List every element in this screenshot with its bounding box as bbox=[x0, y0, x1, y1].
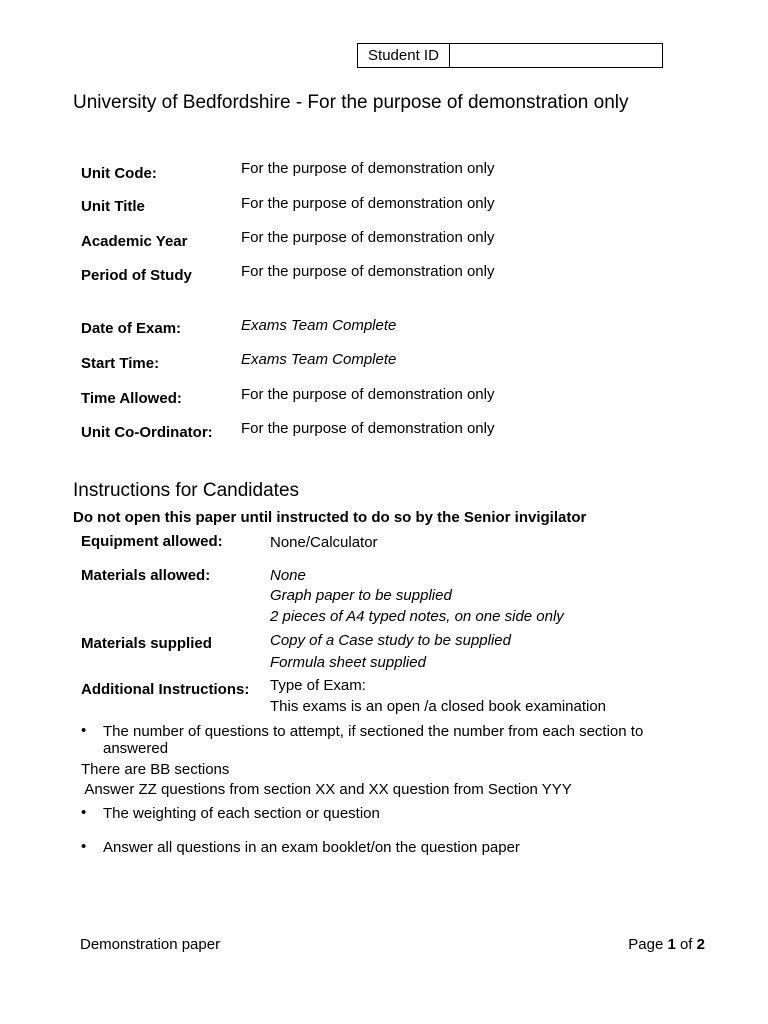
date-of-exam-value: Exams Team Complete bbox=[241, 317, 397, 334]
unit-code-value: For the purpose of demonstration only bbox=[241, 160, 495, 177]
start-time-label: Start Time: bbox=[81, 355, 160, 372]
materials-supplied-label: Materials supplied bbox=[81, 635, 212, 652]
equipment-label: Equipment allowed: bbox=[81, 533, 223, 550]
page-current: 1 bbox=[667, 936, 676, 953]
period-of-study-label: Period of Study bbox=[81, 267, 192, 284]
bullet-dot: • bbox=[81, 838, 87, 855]
of-word: of bbox=[675, 936, 697, 953]
page-number bbox=[628, 936, 705, 953]
bullet-text: The number of questions to attempt, if sectioned the number from each section to bbox=[103, 723, 644, 740]
student-id-box bbox=[357, 43, 663, 68]
materials-allowed-label: Materials allowed: bbox=[81, 567, 211, 584]
student-id-field[interactable] bbox=[450, 44, 662, 67]
footer-left: Demonstration paper bbox=[80, 936, 221, 953]
unit-coordinator-value: For the purpose of demonstration only bbox=[241, 420, 495, 437]
bullet-text: The weighting of each section or question bbox=[103, 805, 380, 822]
materials-allowed-line: Graph paper to be supplied bbox=[270, 587, 452, 604]
answer-line: Answer ZZ questions from section XX and XX question from Section YYY bbox=[81, 781, 572, 798]
bullet-dot: • bbox=[81, 804, 87, 821]
materials-supplied-line: Copy of a Case study to be supplied bbox=[270, 632, 511, 649]
instructions-heading: Instructions for Candidates bbox=[73, 480, 300, 501]
unit-title-label: Unit Title bbox=[81, 198, 145, 215]
student-id-label: Student ID bbox=[358, 44, 450, 67]
additional-line: This exams is an open /a closed book examination bbox=[270, 698, 607, 715]
page-word: Page bbox=[628, 936, 668, 953]
period-of-study-value: For the purpose of demonstration only bbox=[241, 263, 495, 280]
materials-supplied-line: Formula sheet supplied bbox=[270, 654, 426, 671]
bullet-text: Answer all questions in an exam booklet/on the question paper bbox=[103, 839, 520, 856]
equipment-value: None/Calculator bbox=[270, 534, 378, 551]
materials-allowed-line: 2 pieces of A4 typed notes, on one side only bbox=[270, 608, 564, 625]
bullet-dot: • bbox=[81, 722, 87, 739]
unit-code-label: Unit Code: bbox=[81, 165, 157, 182]
bullet-text: answered bbox=[103, 740, 169, 757]
start-time-value: Exams Team Complete bbox=[241, 351, 397, 368]
instructions-warning: Do not open this paper until instructed to do so by the Senior invigilator bbox=[73, 509, 587, 526]
additional-line: Type of Exam: bbox=[270, 677, 366, 694]
sections-line: There are BB sections bbox=[81, 761, 230, 778]
time-allowed-value: For the purpose of demonstration only bbox=[241, 386, 495, 403]
unit-title-value: For the purpose of demonstration only bbox=[241, 195, 495, 212]
additional-instructions-label: Additional Instructions: bbox=[81, 681, 250, 698]
time-allowed-label: Time Allowed: bbox=[81, 390, 182, 407]
academic-year-value: For the purpose of demonstration only bbox=[241, 229, 495, 246]
date-of-exam-label: Date of Exam: bbox=[81, 320, 182, 337]
page-total: 2 bbox=[696, 936, 705, 953]
academic-year-label: Academic Year bbox=[81, 233, 188, 250]
page-title: University of Bedfordshire - For the purpose of demonstration only bbox=[73, 92, 629, 113]
unit-coordinator-label: Unit Co-Ordinator: bbox=[81, 424, 213, 441]
materials-allowed-line: None bbox=[270, 567, 306, 584]
